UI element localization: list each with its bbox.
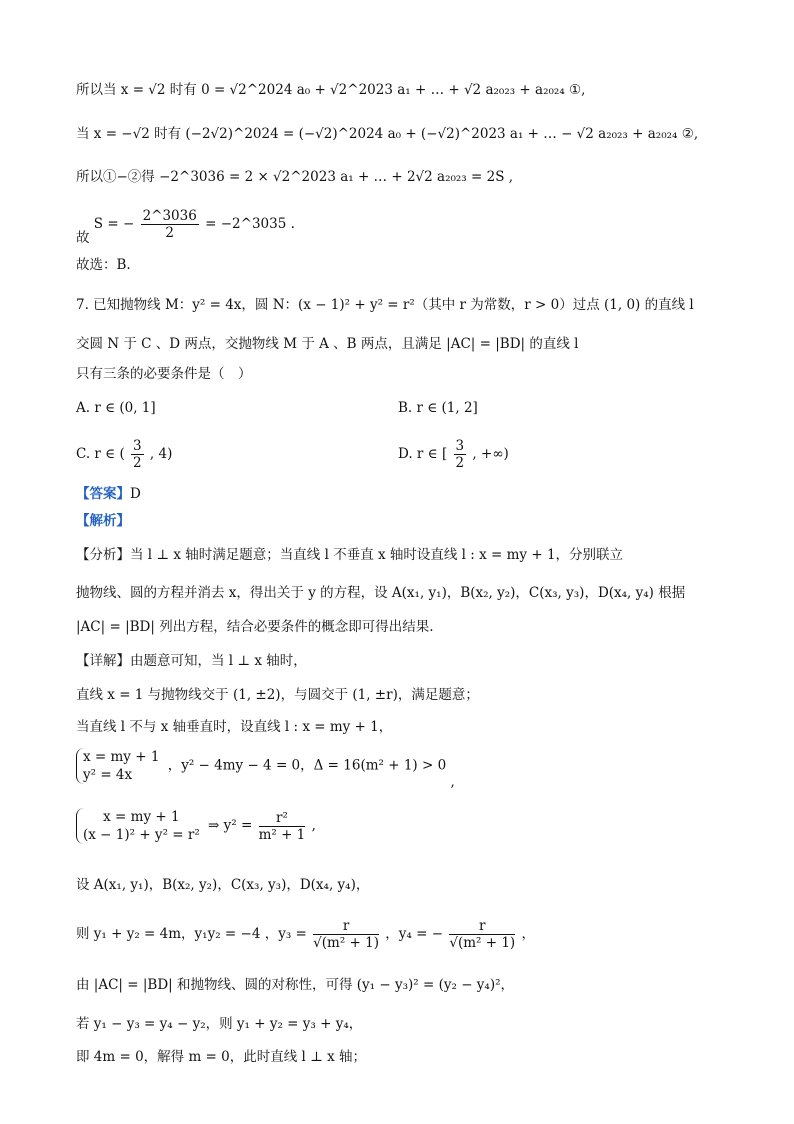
text-fragment: ，y² − 4my − 4 = 0，Δ = 16(m² + 1) > 0 <box>167 757 447 774</box>
fraction-denominator: 2 <box>455 455 465 471</box>
detail-line <box>76 651 754 671</box>
system-row: x = my + 1 <box>83 749 160 765</box>
system-row: (x − 1)² + y² = r² <box>83 827 200 843</box>
text-fragment: C. r ∈ ( <box>76 446 125 462</box>
fraction <box>131 438 144 471</box>
fraction-numerator: r² <box>259 810 306 827</box>
text-fragment: = −2^3035 . <box>205 216 295 232</box>
option-c <box>76 438 172 471</box>
question-line: 7. 已知抛物线 M：y² = 4x，圆 N：(x − 1)² + y² = r²（其中 r 为常数，r > 0）过点 (1, 0) 的直线 l <box>76 297 694 313</box>
text-fragment: , <box>450 773 455 790</box>
option-a: A. r ∈ (0, 1] <box>76 400 156 416</box>
detail-line: 若 y₁ − y₃ = y₄ − y₂，则 y₁ + y₂ = y₃ + y₄， <box>76 1016 363 1032</box>
detail-line: 由 |AC| = |BD| 和抛物线、圆的对称性，可得 (y₁ − y₃)² = (y₂ − y₄)²， <box>76 977 515 993</box>
formula-line <box>76 208 295 246</box>
detail-line: 当直线 l 不与 x 轴垂直时，设直线 l : x = my + 1， <box>76 719 393 735</box>
fraction-numerator: 3 <box>133 438 142 454</box>
analysis-text <box>76 545 754 565</box>
fraction <box>454 438 467 471</box>
fraction <box>141 208 199 241</box>
option-b: B. r ∈ (1, 2] <box>398 400 478 416</box>
analysis-text: 抛物线、圆的方程并消去 x，得出关于 y 的方程，设 A(x₁, y₁)，B(x₂, y₂)，C(x₃, y₃)，D(x₄, y₄) 根据 <box>76 585 686 601</box>
text-fragment: 则 y₁ + y₂ = 4m，y₁y₂ = −4 ，y₃ = <box>76 926 307 942</box>
text-line: 所以①−②得 −2^3036 = 2 × √2^2023 a₁ + … + 2√2 a₂₀₂₃ = 2S , <box>76 169 514 185</box>
answer-tag: 【答案】 <box>76 486 130 502</box>
formula-line <box>76 918 535 951</box>
fraction <box>449 918 515 951</box>
question-line: 只有三条的必要条件是（ ） <box>76 366 252 382</box>
text-fragment: ⇒ y² = <box>208 817 253 834</box>
text-fragment: ， <box>521 926 535 942</box>
detail-line: 设 A(x₁, y₁)，B(x₂, y₂)，C(x₃, y₃)，D(x₄, y₄)， <box>76 877 370 893</box>
detail-line: 即 4m = 0，解得 m = 0，此时直线 l ⊥ x 轴； <box>76 1049 367 1065</box>
analysis-tag: 【解析】 <box>76 513 130 529</box>
fraction-denominator: m² + 1 <box>258 826 306 843</box>
text-line: 当 x = −√2 时有 (−2√2)^2024 = (−√2)^2024 a₀ + (−√2)^2023 a₁ + … − √2 a₂₀₂₃ + a₂₀₂₄ ②, <box>76 126 699 142</box>
question-line: 交圆 N 于 C 、D 两点，交抛物线 M 于 A 、B 两点，且满足 |AC| = |BD| 的直线 l <box>76 336 579 352</box>
text-fragment: ，y₄ = − <box>385 926 444 942</box>
text-fragment: 当 l ⊥ x 轴时满足题意；当直线 l 不垂直 x 轴时设直线 l : x = my + 1，分别联立 <box>130 547 624 563</box>
text-fragment: 故 <box>76 230 90 246</box>
analysis-text: |AC| = |BD| 列出方程，结合必要条件的概念即可得出结果. <box>76 619 434 635</box>
answer-line <box>76 484 754 504</box>
text-fragment: , <box>311 817 316 834</box>
answer-value: D <box>130 486 141 502</box>
fraction <box>313 918 379 951</box>
text-line: 故选：B. <box>76 257 131 273</box>
equation-system <box>76 808 316 844</box>
text-line: 所以当 x = √2 时有 0 = √2^2024 a₀ + √2^2023 a₁ + … + √2 a₂₀₂₃ + a₂₀₂₄ ①, <box>76 82 586 98</box>
text-fragment: 由题意可知，当 l ⊥ x 轴时， <box>130 653 307 669</box>
option-d <box>398 438 509 471</box>
fraction-denominator: 2 <box>133 455 142 471</box>
fraction-numerator: r <box>313 918 379 935</box>
text-fragment: , 4) <box>149 446 173 462</box>
text-fragment: , +∞) <box>472 446 509 462</box>
detail-line: 直线 x = 1 与抛物线交于 (1, ±2)，与圆交于 (1, ±r)，满足题意； <box>76 687 479 703</box>
fraction-numerator: 2^3036 <box>142 208 197 224</box>
fraction <box>259 810 306 843</box>
text-fragment: S = − <box>93 216 135 232</box>
system-row: x = my + 1 <box>103 809 180 825</box>
equation-system <box>76 748 455 790</box>
detail-tag: 【详解】 <box>76 653 130 669</box>
analysis-sub-tag: 【分析】 <box>76 547 130 563</box>
fraction-denominator: √(m² + 1) <box>449 935 516 951</box>
fraction-denominator: √(m² + 1) <box>313 935 379 951</box>
fraction-denominator: 2 <box>165 225 174 241</box>
analysis-line <box>76 511 754 531</box>
system-row: y² = 4x <box>83 767 133 783</box>
fraction-numerator: 3 <box>455 438 465 454</box>
system-brace <box>76 748 159 784</box>
text-fragment: D. r ∈ [ <box>398 446 448 462</box>
system-brace <box>76 808 200 844</box>
fraction-numerator: r <box>449 918 515 935</box>
